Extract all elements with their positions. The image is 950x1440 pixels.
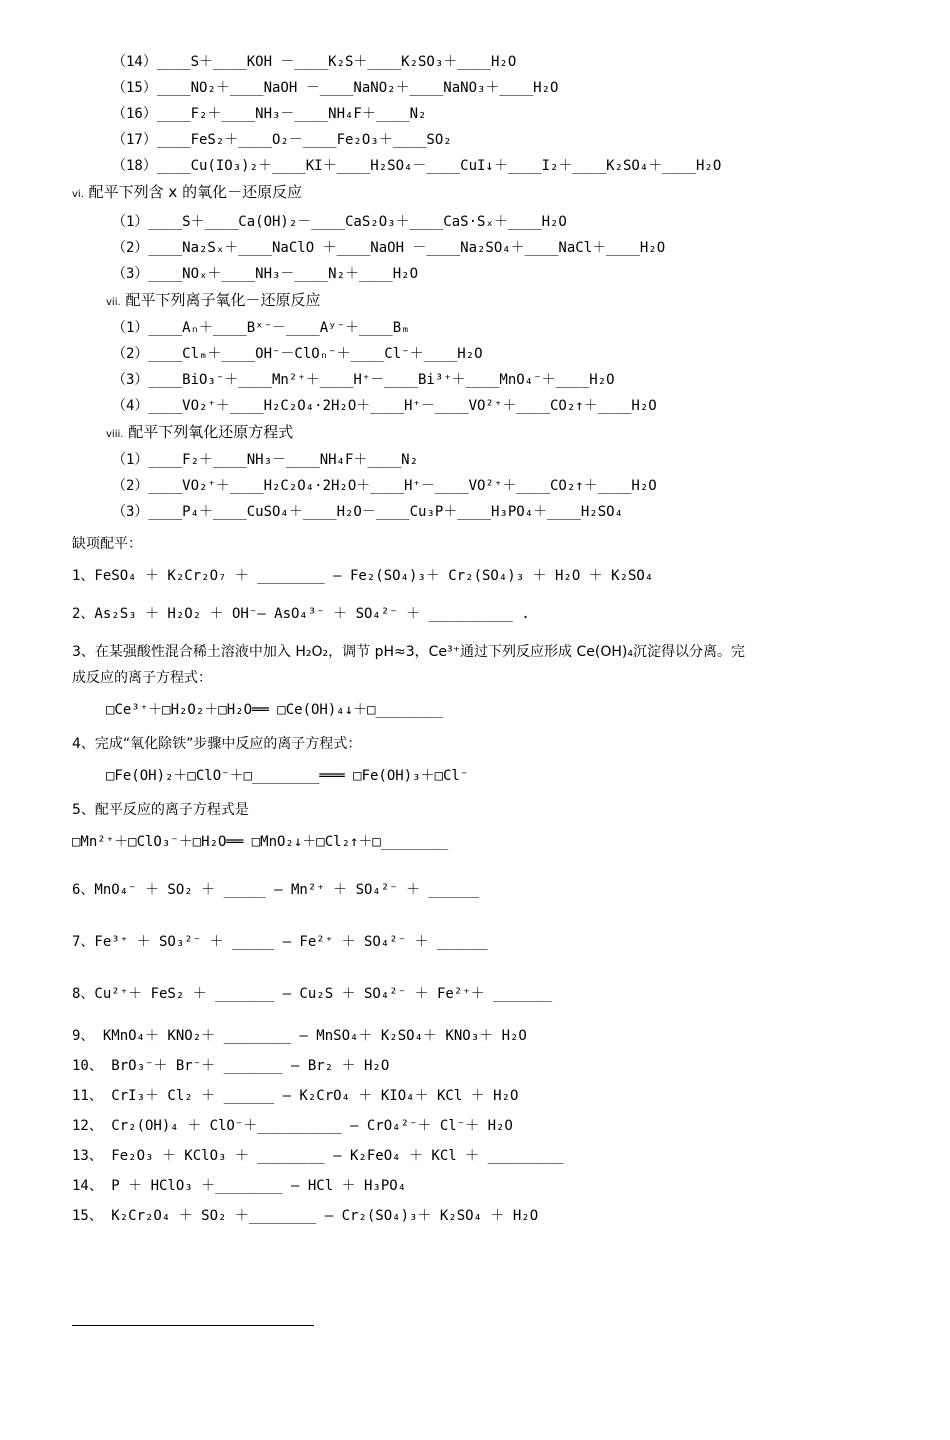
vii-equation-2: （2）____Clₘ＋____OH⁻－ClOₙ⁻＋____Cl⁻＋____H₂O [112,346,483,362]
vii-equation-4: （4）____VO₂⁺＋____H₂C₂O₄·2H₂O＋____H⁺－____VO²⁺＋____CO₂↑＋____H₂O [112,398,657,414]
section-viii-marker: viii. [106,429,124,440]
equation-15: （15）____NO₂＋____NaOH －____NaNO₂＋____NaNO₃＋____H₂O [112,80,559,96]
missing-item-13: 13、 Fe₂O₃ ＋ KClO₃ ＋ ________ — K₂FeO₄ ＋ KCl ＋ _________ [72,1148,564,1164]
missing-item-11: 11、 CrI₃＋ Cl₂ ＋ ______ — K₂CrO₄ ＋ KIO₄＋ KCl ＋ H₂O [72,1088,519,1104]
section-vi-marker: vi. [72,189,84,200]
missing-item-1: 1、FeSO₄ ＋ K₂Cr₂O₇ ＋ ________ — Fe₂(SO₄)₃＋ Cr₂(SO₄)₃ ＋ H₂O ＋ K₂SO₄ [72,568,654,584]
equation-14: （14）____S＋____KOH －____K₂S＋____K₂SO₃＋____H₂O [112,54,517,70]
missing-item-8: 8、Cu²⁺＋ FeS₂ ＋ _______ — Cu₂S ＋ SO₄²⁻ ＋ Fe²⁺＋ _______ [72,986,553,1002]
section-viii-title: 配平下列氧化还原方程式 [128,423,294,441]
viii-equation-3: （3）____P₄＋____CuSO₄＋____H₂O－____Cu₃P＋____H₃PO₄＋____H₂SO₄ [112,504,624,520]
missing-item-5-text: 5、配平反应的离子方程式是 [72,802,249,818]
missing-item-15: 15、 K₂Cr₂O₄ ＋ SO₂ ＋________ — Cr₂(SO₄)₃＋ K₂SO₄ ＋ H₂O [72,1208,539,1224]
vii-equation-3: （3）____BiO₃⁻＋____Mn²⁺＋____H⁺－____Bi³⁺＋____MnO₄⁻＋____H₂O [112,372,615,388]
section-vii-marker: vii. [106,297,121,308]
viii-equation-2: （2）____VO₂⁺＋____H₂C₂O₄·2H₂O＋____H⁺－____VO²⁺＋____CO₂↑＋____H₂O [112,478,657,494]
missing-item-14: 14、 P ＋ HClO₃ ＋________ — HCl ＋ H₃PO₄ [72,1178,407,1194]
missing-term-title: 缺项配平： [72,536,142,552]
vi-equation-3: （3）____NOₓ＋____NH₃－____N₂＋____H₂O [112,266,419,282]
equation-18: （18）____Cu(IO₃)₂＋____KI＋____H₂SO₄－____CuI↓＋____I₂＋____K₂SO₄＋____H₂O [112,158,722,174]
missing-item-3-equation: □Ce³⁺＋□H₂O₂＋□H₂O══ □Ce(OH)₄↓＋□________ [106,702,444,718]
missing-item-4-text: 4、完成“氧化除铁”步骤中反应的离子方程式： [72,736,362,752]
missing-item-2: 2、As₂S₃ ＋ H₂O₂ ＋ OH⁻— AsO₄³⁻ ＋ SO₄²⁻ ＋ __________ . [72,606,530,622]
section-vii-heading [106,290,320,313]
missing-item-7: 7、Fe³⁺ ＋ SO₃²⁻ ＋ _____ — Fe²⁺ ＋ SO₄²⁻ ＋ ______ [72,934,488,950]
footnote-divider [72,1325,314,1326]
missing-item-3-text-cont: 成反应的离子方程式： [72,670,212,686]
section-vii-title: 配平下列离子氧化－还原反应 [125,291,321,309]
vii-equation-1: （1）____Aₙ＋____Bˣ⁻－____Aʸ⁻＋____Bₘ [112,320,410,336]
missing-item-9: 9、 KMnO₄＋ KNO₂＋ ________ — MnSO₄＋ K₂SO₄＋ KNO₃＋ H₂O [72,1028,527,1044]
missing-item-10: 10、 BrO₃⁻＋ Br⁻＋ _______ — Br₂ ＋ H₂O [72,1058,390,1074]
viii-equation-1: （1）____F₂＋____NH₃－____NH₄F＋____N₂ [112,452,419,468]
vi-equation-1: （1）____S＋____Ca(OH)₂－____CaS₂O₃＋____CaS·Sₓ＋____H₂O [112,214,567,230]
equation-16: （16）____F₂＋____NH₃－____NH₄F＋____N₂ [112,106,427,122]
missing-item-12: 12、 Cr₂(OH)₄ ＋ ClO⁻＋__________ — CrO₄²⁻＋ Cl⁻＋ H₂O [72,1118,513,1134]
missing-item-4-equation: □Fe(OH)₂＋□ClO⁻＋□________═══ □Fe(OH)₃＋□Cl⁻ [106,768,469,784]
missing-item-6: 6、MnO₄⁻ ＋ SO₂ ＋ _____ — Mn²⁺ ＋ SO₄²⁻ ＋ ______ [72,882,480,898]
section-viii-heading [106,422,293,445]
section-vi-heading [72,182,302,205]
section-vi-title: 配平下列含 x 的氧化－还原反应 [88,183,303,201]
vi-equation-2: （2）____Na₂Sₓ＋____NaClO ＋____NaOH －____Na₂SO₄＋____NaCl＋____H₂O [112,240,666,256]
equation-17: （17）____FeS₂＋____O₂－____Fe₂O₃＋____SO₂ [112,132,452,148]
missing-item-5-equation: □Mn²⁺＋□ClO₃⁻＋□H₂O══ □MnO₂↓＋□Cl₂↑＋□________ [72,834,449,850]
missing-item-3-text: 3、在某强酸性混合稀土溶液中加入 H₂O₂，调节 pH≈3，Ce³⁺通过下列反应形成 Ce(OH)₄沉淀得以分离。完 [72,644,745,660]
